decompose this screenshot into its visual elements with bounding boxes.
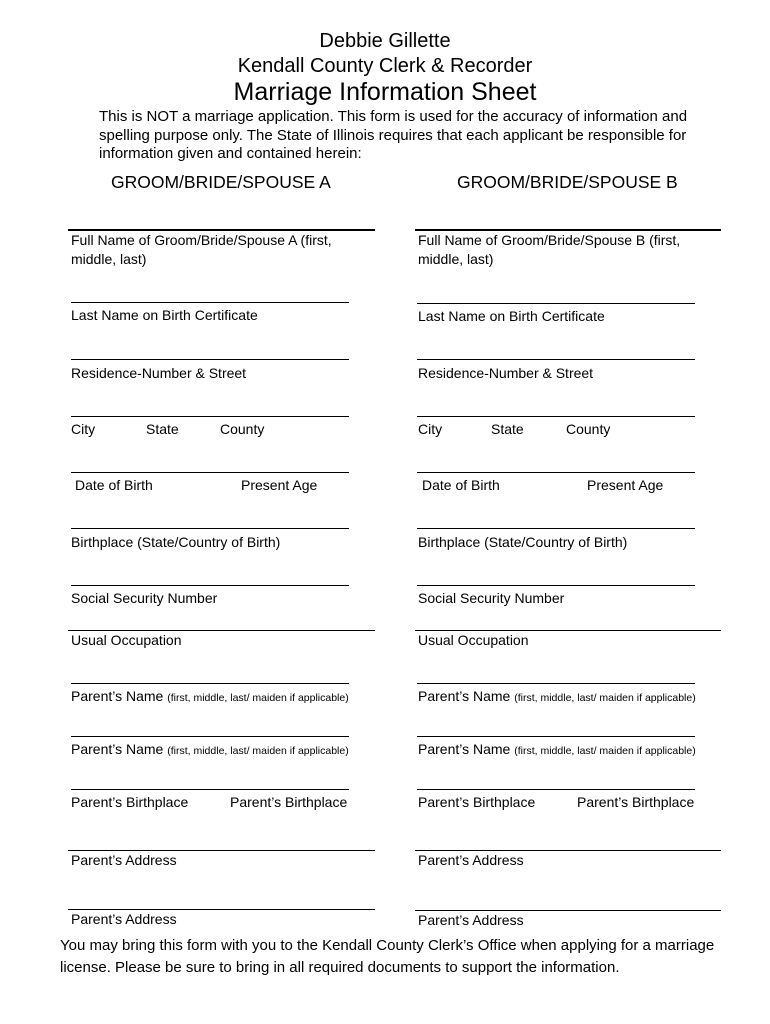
- parent2-name-a-line[interactable]: [71, 736, 349, 737]
- parent-address2-a-label: Parent’s Address: [71, 911, 177, 927]
- parent2-name-a-label: [71, 741, 349, 760]
- parent-birthplace-a-line[interactable]: [71, 789, 349, 790]
- parent-birthplace1-b-label: Parent’s Birthplace: [418, 794, 536, 810]
- residence-a-line[interactable]: [71, 359, 349, 360]
- parent-address1-a-label: Parent’s Address: [71, 852, 177, 868]
- ssn-a-line[interactable]: [71, 585, 349, 586]
- parent-birthplace2-a-label: Parent’s Birthplace: [230, 794, 348, 810]
- county-a-label: County: [220, 421, 265, 437]
- city-state-county-a-line[interactable]: [71, 416, 349, 417]
- residence-b-label: Residence-Number & Street: [418, 365, 594, 381]
- parent-address1-b-line[interactable]: [415, 850, 721, 851]
- parent1-name-a-hint: (first, middle, last/ maiden if applicable): [167, 692, 349, 704]
- office-name: Kendall County Clerk & Recorder: [237, 55, 533, 77]
- parent-birthplace-b-line[interactable]: [417, 789, 695, 790]
- last-name-birth-b-label: Last Name on Birth Certificate: [418, 308, 605, 324]
- parent2-name-b-line[interactable]: [417, 736, 695, 737]
- parent-address2-b-label: Parent’s Address: [418, 912, 524, 928]
- parent1-name-a-line[interactable]: [71, 683, 349, 684]
- parent1-name-b-label: [418, 688, 696, 707]
- residence-a-label: Residence-Number & Street: [71, 365, 247, 381]
- state-b-label: State: [491, 421, 524, 437]
- birthplace-b-label: Birthplace (State/Country of Birth): [418, 534, 628, 550]
- parent1-name-a-text: Parent’s Name: [71, 688, 164, 704]
- last-name-birth-a-line[interactable]: [71, 302, 349, 303]
- parent1-name-b-text: Parent’s Name: [418, 688, 511, 704]
- parent1-name-b-line[interactable]: [417, 683, 695, 684]
- parent-address1-a-line[interactable]: [68, 850, 375, 851]
- intro-text: This is NOT a marriage application. This form is used for the accuracy of information and spelling purpose only. The State of Illinois requires that each applicant be responsible for information given and contained herein:: [99, 108, 688, 162]
- parent2-name-b-hint: (first, middle, last/ maiden if applicable): [514, 745, 696, 757]
- residence-b-line[interactable]: [417, 359, 695, 360]
- parent2-name-b-label: [418, 741, 696, 760]
- page-title: Marriage Information Sheet: [233, 78, 537, 106]
- parent-birthplace2-b-label: Parent’s Birthplace: [577, 794, 695, 810]
- birthplace-a-label: Birthplace (State/Country of Birth): [71, 534, 281, 550]
- last-name-birth-a-label: Last Name on Birth Certificate: [71, 307, 258, 323]
- present-age-b-label: Present Age: [587, 477, 664, 493]
- parent-address2-a-line[interactable]: [68, 909, 375, 910]
- column-a-heading: GROOM/BRIDE/SPOUSE A: [111, 172, 331, 192]
- city-a-label: City: [71, 421, 96, 437]
- ssn-a-label: Social Security Number: [71, 590, 218, 606]
- birthplace-a-line[interactable]: [71, 528, 349, 529]
- parent1-name-a-label: [71, 688, 349, 707]
- dob-b-label: Date of Birth: [422, 477, 500, 493]
- ssn-b-line[interactable]: [417, 585, 695, 586]
- birthplace-b-line[interactable]: [417, 528, 695, 529]
- parent1-name-b-hint: (first, middle, last/ maiden if applicable): [514, 692, 696, 704]
- occupation-a-line[interactable]: [68, 630, 375, 631]
- parent2-name-a-hint: (first, middle, last/ maiden if applicable): [167, 745, 349, 757]
- occupation-a-label: Usual Occupation: [71, 632, 182, 648]
- occupation-b-line[interactable]: [415, 630, 721, 631]
- dob-a-label: Date of Birth: [75, 477, 153, 493]
- present-age-a-label: Present Age: [241, 477, 318, 493]
- clerk-name: Debbie Gillette: [319, 30, 451, 52]
- column-b-heading: GROOM/BRIDE/SPOUSE B: [457, 172, 678, 192]
- parent2-name-b-text: Parent’s Name: [418, 741, 511, 757]
- full-name-a-label: Full Name of Groom/Bride/Spouse A (first, middle, last): [71, 232, 332, 267]
- dob-age-b-line[interactable]: [417, 472, 695, 473]
- occupation-b-label: Usual Occupation: [418, 632, 529, 648]
- dob-age-a-line[interactable]: [71, 472, 349, 473]
- last-name-birth-b-line[interactable]: [417, 303, 695, 304]
- city-b-label: City: [418, 421, 443, 437]
- parent-birthplace1-a-label: Parent’s Birthplace: [71, 794, 189, 810]
- county-b-label: County: [566, 421, 611, 437]
- parent-address1-b-label: Parent’s Address: [418, 852, 524, 868]
- full-name-b-label: Full Name of Groom/Bride/Spouse B (first, middle, last): [418, 232, 681, 267]
- parent2-name-a-text: Parent’s Name: [71, 741, 164, 757]
- ssn-b-label: Social Security Number: [418, 590, 565, 606]
- footer-note: You may bring this form with you to the Kendall County Clerk’s Office when applying for a marriage license. Please be sure to bring in all required documents to support the information.: [60, 937, 715, 976]
- parent-address2-b-line[interactable]: [415, 910, 721, 911]
- city-state-county-b-line[interactable]: [417, 416, 695, 417]
- state-a-label: State: [146, 421, 179, 437]
